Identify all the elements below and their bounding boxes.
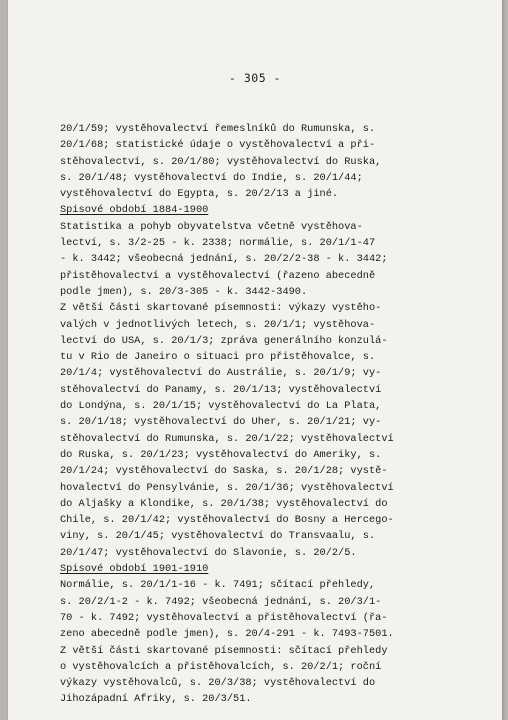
text-line: do Ruska, s. 20/1/23; vystěhovalectví do Ameriky, s.: [60, 448, 382, 461]
text-line: valých v jednotlivých letech, s. 20/1/1; vystěhova-: [60, 318, 376, 331]
text-line: tu v Rio de Janeiro o situaci pro přistěhovalce, s.: [60, 351, 376, 364]
text-line: stěhovalectví do Rumunska, s. 20/1/22; vystěhovalectví: [60, 432, 394, 445]
text-line: viny, s. 20/1/45; vystěhovalectví do Transvaalu, s.: [60, 530, 376, 543]
text-line: s. 20/2/1-2 - k. 7492; všeobecná jednání, s. 20/3/1-: [60, 595, 382, 608]
text-line: o vystěhovalcích a přistěhovalcích, s. 20/2/1; roční: [60, 660, 382, 673]
text-line: 20/1/68; statistické údaje o vystěhovalectví a při-: [60, 139, 376, 152]
text-line: s. 20/1/48; vystěhovalectví do Indie, s. 20/1/44;: [60, 171, 363, 184]
text-line: 20/1/59; vystěhovalectví řemeslníků do Rumunska, s.: [60, 123, 376, 135]
text-line: přistěhovalectví a vystěhovalectví (řazeno abecedně: [60, 269, 376, 282]
text-line: podle jmen), s. 20/3-305 - k. 3442-3490.: [60, 285, 308, 298]
text-line: vystěhovalectví do Egypta, s. 20/2/13 a jiné.: [60, 188, 339, 201]
text-line: do Aljašky a Klondike, s. 20/1/38; vystěhovalectví do: [60, 497, 388, 510]
text-line: výkazy vystěhovalců, s. 20/3/38; vystěhovalectví do: [60, 677, 376, 690]
text-line: 20/1/24; vystěhovalectví do Saska, s. 20/1/28; vystě-: [60, 465, 388, 478]
text-line: Chile, s. 20/1/42; vystěhovalectví do Bosny a Hercego-: [60, 514, 394, 527]
text-line: zeno abecedně podle jmen), s. 20/4-291 - k. 7493-7501.: [60, 628, 394, 641]
text-line: Z větší části skartované písemnosti: výkazy vystěho-: [60, 302, 382, 315]
text-line: Z větší části skartované písemnosti: sčítací přehledy: [60, 644, 388, 657]
text-line: Statistika a pohyb obyvatelstva včetně vystěhova-: [60, 220, 363, 233]
page-number: - 305 -: [229, 71, 281, 85]
text-line: s. 20/1/18; vystěhovalectví do Uher, s. 20/1/21; vy-: [60, 416, 382, 429]
document-page: [8, 0, 502, 720]
text-line: stěhovalectví do Panamy, s. 20/1/13; vystěhovalectví: [60, 383, 382, 396]
text-line: 20/1/47; vystěhovalectví do Slavonie, s. 20/2/5.: [60, 546, 357, 559]
text-line: lectví do USA, s. 20/1/3; zpráva generálního konzulá-: [60, 334, 388, 347]
text-line: lectví, s. 3/2-25 - k. 2338; normálie, s. 20/1/1-47: [60, 237, 376, 250]
text-line: do Londýna, s. 20/1/15; vystěhovalectví do La Plata,: [60, 400, 382, 413]
text-line: hovalectví do Pensylvánie, s. 20/1/36; vystěhovalectví: [60, 481, 394, 494]
text-line: 70 - k. 7492; vystěhovalectví a přistěhovalectví (řa-: [60, 611, 388, 624]
text-line: Normálie, s. 20/1/1-16 - k. 7491; sčítací přehledy,: [60, 579, 376, 592]
text-line: - k. 3442; všeobecná jednání, s. 20/2/2-38 - k. 3442;: [60, 253, 388, 266]
body-text: [60, 121, 480, 708]
section-heading-1901-1910: Spisové období 1901-1910: [60, 563, 209, 576]
text-line: stěhovalectví, s. 20/1/80; vystěhovalectví do Ruska,: [60, 155, 382, 168]
text-line: 20/1/4; vystěhovalectví do Austrálie, s. 20/1/9; vy-: [60, 367, 382, 380]
section-heading-1884-1900: Spisové období 1884-1900: [60, 204, 209, 217]
text-line: Jihozápadní Afriky, s. 20/3/51.: [60, 693, 252, 706]
